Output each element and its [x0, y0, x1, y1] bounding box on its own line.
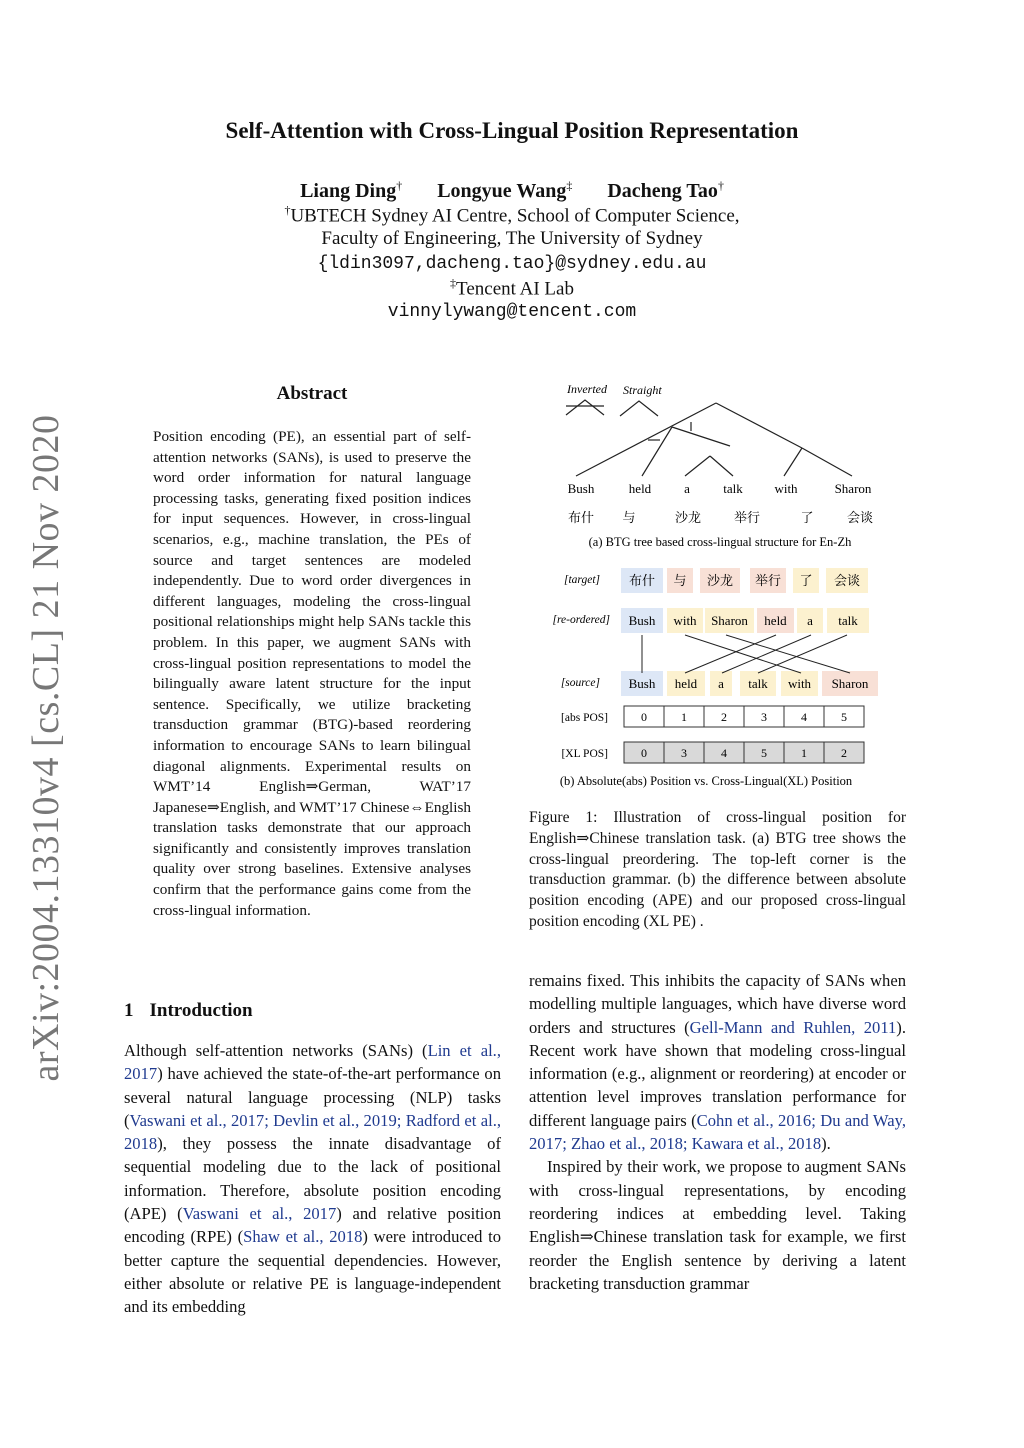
reordered-token: Sharon	[711, 613, 748, 628]
xl-pos-label: [XL POS]	[561, 748, 608, 760]
xl-pos-row	[624, 742, 864, 763]
tree-edge	[672, 427, 730, 446]
author-1: Liang Ding†	[300, 178, 403, 202]
figure-caption: Figure 1: Illustration of cross-lingual position for English⇒Chinese translation task. (a) BTG tree shows the cross-lingual preordering. The top-left corner is the transduction grammar. (b) the difference between absolute position encoding (APE) and our proposed cross-lingual position encoding (XL PE) .	[529, 809, 906, 930]
abs-pos-value: 0	[641, 710, 647, 724]
tree-edge	[576, 403, 716, 476]
caption-a: (a) BTG tree based cross-lingual structure for En-Zh	[588, 535, 852, 549]
text-run: ) have achieved the state-of-the-art performance on several natural language processing (NLP) tasks (	[124, 1064, 501, 1130]
intro-paragraph-2: Inspired by their work, we propose to augment SANs with cross-lingual representations, by encoding reordering indices at embedding level. Taking English⇒Chinese translation task for example, we first reorder the English sentence by deriving a latent bracketing transduction grammar	[529, 1157, 906, 1293]
target-token: 与	[673, 573, 687, 588]
align-line-a	[722, 635, 811, 673]
section-heading: 1 Introduction	[124, 1000, 253, 1021]
tree-word: a	[684, 481, 690, 496]
abs-pos-value: 3	[761, 710, 767, 724]
reordered-token: a	[807, 613, 813, 628]
figure-1	[530, 378, 910, 803]
text-run: ). Recent work have shown that modeling cross-lingual information (e.g., alignment or reordering) at encoder or attention level improves translation performance for different language pairs (	[529, 1017, 906, 1130]
legend-straight-shape	[620, 401, 658, 416]
row-label-target: [target]	[564, 574, 600, 586]
intro-paragraph-continued	[529, 969, 906, 1155]
tree-edge	[685, 456, 710, 476]
tree-chinese-word: 布什	[567, 510, 595, 525]
source-token: Sharon	[831, 676, 869, 691]
tree-chinese-word: 沙龙	[674, 510, 702, 525]
target-token: 了	[799, 573, 813, 588]
caption-b: (b) Absolute(abs) Position vs. Cross-Lingual(XL) Position	[559, 774, 853, 788]
citation-link[interactable]: Vaswani et al., 2017	[182, 1204, 337, 1224]
tree-edge	[710, 456, 733, 476]
btg-tree	[576, 403, 852, 476]
abs-pos-value: 2	[721, 710, 727, 724]
tree-word: Sharon	[834, 481, 872, 496]
abstract-heading: Abstract	[276, 383, 348, 404]
paper-title: Self-Attention with Cross-Lingual Position Representation	[225, 118, 799, 143]
tree-edge	[716, 403, 802, 448]
abstract-body: Position encoding (PE), an essential part of self-attention networks (SANs), is used to preserve the word order information for natural language processing tasks, generating fixed position indices for input sequences. However, in cross-lingual scenarios, e.g., machine translation, the PEs of source and target sentences are modeled independently. Due to word order divergences in different languages, modeling the cross-lingual positional relationships might help SANs tackle this problem. In this paper, we augment SANs with cross-lingual position representations to model the bilingually aware latent structure for the input sentence. Specifically, we utilize bracketing transduction grammar (BTG)-based reordering information to encourage SANs to learn bilingual diagonal alignments. Experimental results on WMT’14 English⇒German, WAT’17 Japanese⇒English, and WMT’17 Chinese⇔English translation tasks demonstrate that our approach significantly and consistently improves translation quality over strong baselines. Extensive analyses confirm that the performance gains come from the cross-lingual information.	[153, 428, 471, 919]
align-line-talk	[758, 635, 847, 673]
arxiv-side-stamp: arXiv:2004.13310v4 [cs.CL] 21 Nov 2020	[25, 414, 67, 1082]
tree-chinese-word: 举行	[733, 510, 761, 525]
reordered-token: with	[673, 613, 697, 628]
text-run: ), they possess the innate disadvantage of sequential modeling due to the lack of positional information. Therefore, absolute position encoding (APE) (	[124, 1134, 501, 1224]
affiliation-line-2: Faculty of Engineering, The University of Sydney	[321, 228, 703, 249]
reordered-token: talk	[838, 613, 858, 628]
citation-link[interactable]: Cohn et al., 2016; Du and Way, 2017; Zhao et al., 2018; Kawara et al., 2018	[529, 1110, 906, 1154]
legend-inverted-shape	[566, 400, 604, 415]
citation-link[interactable]: Gell-Mann and Ruhlen, 2011	[689, 1017, 897, 1037]
reordered-token: Bush	[628, 613, 656, 628]
tree-word: Bush	[567, 481, 595, 496]
source-token: a	[718, 676, 724, 691]
tree-word: talk	[723, 481, 743, 496]
figure-svg	[530, 378, 910, 798]
tree-chinese-word: 了	[800, 510, 814, 525]
text-run: ).	[821, 1134, 831, 1154]
text-run: Although self-attention networks (SANs) (	[124, 1041, 428, 1060]
text-run: ) and relative position encoding (RPE) (	[124, 1204, 502, 1247]
source-token: Bush	[628, 676, 656, 691]
source-token-row	[621, 671, 878, 696]
source-token: held	[674, 676, 698, 691]
intro-paragraph-1	[124, 1039, 501, 1319]
xl-pos-value: 3	[681, 746, 687, 760]
tree-chinese-row	[568, 510, 873, 525]
align-line-held	[685, 635, 776, 673]
target-token: 会谈	[833, 573, 861, 588]
abs-pos-value: 4	[801, 710, 807, 724]
row-label-reordered: [re-ordered]	[552, 614, 610, 626]
target-token: 布什	[628, 573, 656, 588]
text-run: ) were introduced to better capture the sequential dependencies. However, either absolute or relative PE is language-independent and its embedding	[124, 1227, 501, 1317]
abs-pos-label: [abs POS]	[561, 712, 608, 724]
citation-link[interactable]: Shaw et al., 2018	[243, 1227, 363, 1247]
target-token: 举行	[754, 573, 782, 588]
tree-word: held	[628, 481, 652, 496]
abs-pos-value: 5	[841, 710, 847, 724]
xl-pos-value: 0	[641, 746, 647, 760]
citation-link[interactable]: Vaswani et al., 2017; Devlin et al., 2019; Radford et al., 2018	[124, 1110, 501, 1154]
target-token: 沙龙	[706, 573, 734, 588]
email-tencent: vinnylywang@tencent.com	[387, 302, 637, 322]
intro-right-column	[529, 969, 906, 1295]
reordered-token: held	[764, 613, 787, 628]
abs-pos-value: 1	[681, 710, 687, 724]
author-list	[0, 178, 1024, 203]
tree-edge	[784, 448, 802, 476]
email-sydney: {ldin3097,dacheng.tao}@sydney.edu.au	[317, 254, 707, 274]
tree-chinese-word: 会谈	[846, 510, 874, 525]
affiliation-line-1: †UBTECH Sydney AI Centre, School of Computer Science,	[284, 203, 740, 227]
intro-left-column	[124, 1039, 501, 1319]
author-3: Dacheng Tao†	[607, 178, 724, 202]
tree-chinese-word: 与	[622, 510, 636, 525]
affiliation-line-3: ‡Tencent AI Lab	[450, 276, 574, 300]
text-run: remains fixed. This inhibits the capacity of SANs when modelling multiple languages, which have diverse word orders and structures (	[529, 971, 906, 1037]
legend-inverted-label: Inverted	[567, 382, 607, 396]
legend-straight-label: Straight	[623, 383, 662, 397]
source-token: with	[787, 676, 812, 691]
target-token-row	[621, 568, 868, 593]
tree-edge	[802, 448, 852, 476]
xl-pos-value: 1	[801, 746, 807, 760]
author-2: Longyue Wang‡	[437, 178, 573, 202]
abs-pos-row	[624, 706, 864, 727]
row-label-source: [source]	[560, 677, 600, 689]
xl-pos-value: 5	[761, 746, 767, 760]
xl-pos-value: 2	[841, 746, 847, 760]
tree-word-row	[568, 481, 872, 496]
reordered-token-row	[621, 608, 869, 633]
xl-pos-value: 4	[721, 746, 727, 760]
tree-word: with	[774, 481, 798, 496]
citation-link[interactable]: Lin et al., 2017	[124, 1041, 501, 1084]
source-token: talk	[748, 676, 768, 691]
alignment-lines	[642, 635, 850, 673]
